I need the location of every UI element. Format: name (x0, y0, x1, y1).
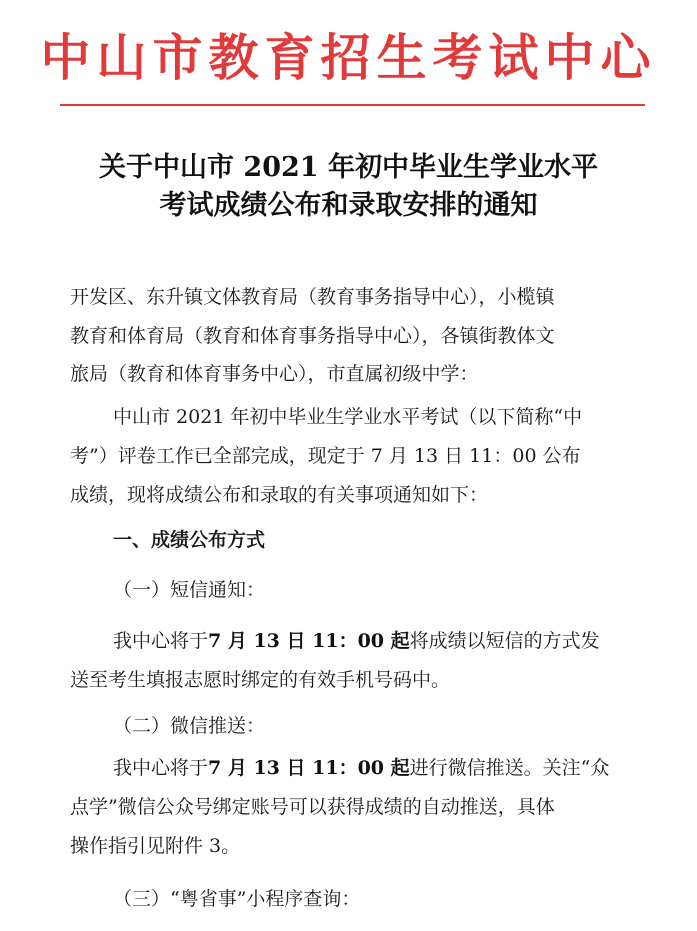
sms-bold-time: 7 月 13 日 11：00 起 (208, 630, 410, 652)
document-title-line2: 考试成绩公布和录取安排的通知 (159, 190, 538, 221)
header-divider (60, 104, 645, 106)
wechat-subheading: （二）微信推送： (113, 715, 266, 737)
miniprogram-subheading: （三）“粤省事”小程序查询： (113, 888, 361, 910)
sms-rest-text: 将成绩以短信的方式发 (409, 630, 600, 652)
intro-line2: 考”）评卷工作已全部完成，现定于 7 月 13 日 11：00 公布 (70, 445, 581, 467)
wechat-paragraph-line3: 操作指引见附件 3。 (70, 835, 241, 857)
sms-paragraph-line2: 送至考生填报志愿时绑定的有效手机号码中。 (70, 669, 451, 691)
recipients-line1: 开发区、东升镇文体教育局（教育事务指导中心），小榄镇 (70, 286, 555, 308)
wechat-bold-time: 7 月 13 日 11：00 起 (208, 757, 410, 779)
wechat-paragraph-line2: 点学”微信公众号绑定账号可以获得成绩的自动推送，具体 (70, 796, 555, 818)
document-title-line1: 关于中山市 2021 年初中毕业生学业水平 (99, 152, 598, 183)
recipients-line3: 旅局（教育和体育事务中心），市直属初级中学： (70, 363, 479, 385)
intro-line3: 成绩，现将成绩公布和录取的有关事项通知如下： (70, 484, 489, 506)
wechat-lead-text: 我中心将于 (113, 757, 209, 779)
sms-paragraph-line1 (113, 627, 600, 655)
section1-heading: 一、成绩公布方式 (113, 529, 266, 551)
recipients-line2: 教育和体育局（教育和体育事务指导中心），各镇街教体文 (70, 325, 555, 347)
sms-lead-text: 我中心将于 (113, 630, 209, 652)
sms-subheading: （一）短信通知： (113, 579, 266, 601)
wechat-rest-text: 进行微信推送。关注“众 (409, 757, 610, 779)
header-org-name: 中山市教育招生考试中心 (40, 29, 657, 87)
wechat-paragraph-line1 (113, 754, 609, 782)
intro-line1: 中山市 2021 年初中毕业生学业水平考试（以下简称“中 (113, 406, 583, 428)
